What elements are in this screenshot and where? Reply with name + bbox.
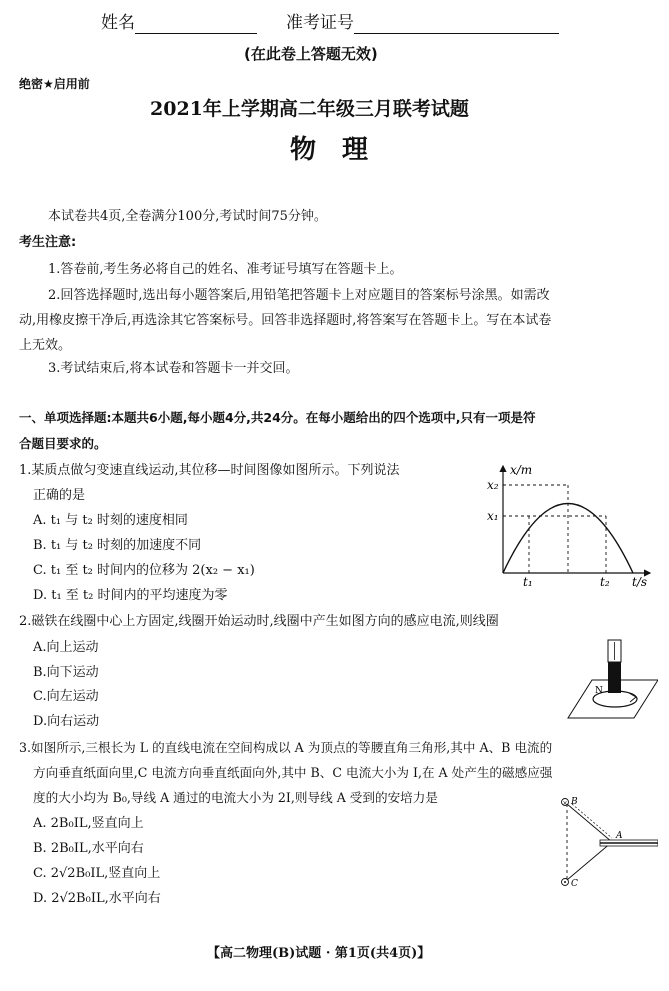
- q3-option-d: D. 2√2B₀IL,水平向右: [33, 891, 161, 906]
- id-field: [286, 12, 559, 34]
- q1-stem-b: 正确的是: [33, 488, 86, 503]
- name-label: 姓名: [101, 13, 135, 33]
- q3-option-c: C. 2√2B₀IL,竖直向上: [33, 866, 161, 881]
- q1-xlabel: t/s: [632, 575, 648, 589]
- secret-mark: 绝密★启用前: [19, 77, 90, 91]
- q2-magnet-bottom: [608, 662, 621, 693]
- page-footer: 【高二物理(B)试题 · 第1页(共4页)】: [207, 946, 431, 961]
- q3-stem-a: 3.如图所示,三根长为 L 的直线电流在空间构成以 A 为顶点的等腰直角三角形,其中 A、B 电流的: [19, 740, 553, 755]
- q1-label-x2: x₂: [487, 478, 499, 492]
- subject-title: 物 理: [290, 135, 369, 165]
- q2-option-b: B.向下运动: [33, 665, 99, 680]
- q3-stem-c: 度的大小均为 B₀,导线 A 通过的电流大小为 2I,则导线 A 受到的安培力是: [33, 790, 438, 805]
- q2-stem: 2.磁铁在线圈中心上方固定,线圈开始运动时,线圈中产生如图方向的感应电流,则线圈: [19, 614, 499, 629]
- q3-side-ba: [567, 804, 612, 842]
- q2-option-a: A.向上运动: [33, 640, 99, 655]
- id-blank: [354, 19, 559, 34]
- notice-2a: 2.回答选择题时,选出每小题答案后,用铅笔把答题卡上对应题目的答案标号涂黑。如需改: [48, 288, 550, 303]
- q3-label-c: C: [571, 879, 578, 889]
- q2-pole-label: N: [595, 686, 603, 696]
- q1-label-x1: x₁: [487, 509, 499, 523]
- section1-title-b: 合题目要求的。: [19, 436, 107, 451]
- q3-option-a: A. 2B₀IL,竖直向上: [33, 816, 144, 831]
- q1-label-t2: t₂: [600, 575, 610, 589]
- q3-wire-b-cross: ×: [562, 800, 568, 807]
- name-field: [101, 12, 257, 34]
- q2-option-c: C.向左运动: [33, 689, 99, 704]
- q1-stem-a: 1.某质点做匀变速直线运动,其位移—时间图像如图所示。下列说法: [19, 463, 400, 478]
- q1-option-c: C. t₁ 至 t₂ 时间内的位移为 2(x₂ − x₁): [33, 563, 255, 578]
- q3-side-ca: [567, 842, 612, 880]
- q3-label-a: A: [616, 831, 623, 841]
- notice-2b: 动,用橡皮擦干净后,再选涂其它答案标号。回答非选择题时,将答案写在答题卡上。写在本试卷: [19, 313, 552, 328]
- q3-label-b: B: [571, 797, 578, 807]
- q1-option-a: A. t₁ 与 t₂ 时刻的速度相同: [33, 513, 188, 528]
- notice-2c: 上无效。: [19, 338, 72, 353]
- id-label: 准考证号: [286, 13, 354, 33]
- exam-title: 2021年上学期高二年级三月联考试题: [150, 98, 469, 120]
- q2-option-d: D.向右运动: [33, 714, 100, 729]
- q3-wire-c-dot: [564, 881, 566, 883]
- intro-summary: 本试卷共4页,全卷满分100分,考试时间75分钟。: [48, 209, 327, 224]
- q1-parabola: [503, 504, 633, 574]
- q1-option-d: D. t₁ 至 t₂ 时间内的平均速度为零: [33, 588, 228, 603]
- q3-dash-ba: [572, 804, 612, 838]
- q1-ylabel: x/m: [510, 463, 533, 477]
- section1-title-a: 一、单项选择题:本题共6小题,每小题4分,共24分。在每小题给出的四个选项中,只有一项是符: [19, 410, 536, 425]
- name-blank: [135, 19, 257, 34]
- q1-label-t1: t₁: [523, 575, 533, 589]
- notice-title: 考生注意:: [19, 235, 77, 250]
- q1-option-b: B. t₁ 与 t₂ 时刻的加速度不同: [33, 538, 202, 553]
- q2-magnet-coil-figure: [566, 636, 658, 722]
- notice-3: 3.考试结束后,将本试卷和答题卡一并交回。: [48, 361, 299, 376]
- invalid-note: (在此卷上答题无效): [244, 45, 378, 63]
- q3-option-b: B. 2B₀IL,水平向右: [33, 841, 144, 856]
- q3-stem-b: 方向垂直纸面向里,C 电流方向垂直纸面向外,其中 B、C 电流大小为 I,在 A 处产生的磁感应强: [33, 765, 553, 780]
- q1-position-time-graph: [482, 458, 658, 590]
- notice-1: 1.答卷前,考生务必将自己的姓名、准考证号填写在答题卡上。: [48, 262, 403, 277]
- q3-triangle-figure: [558, 792, 658, 892]
